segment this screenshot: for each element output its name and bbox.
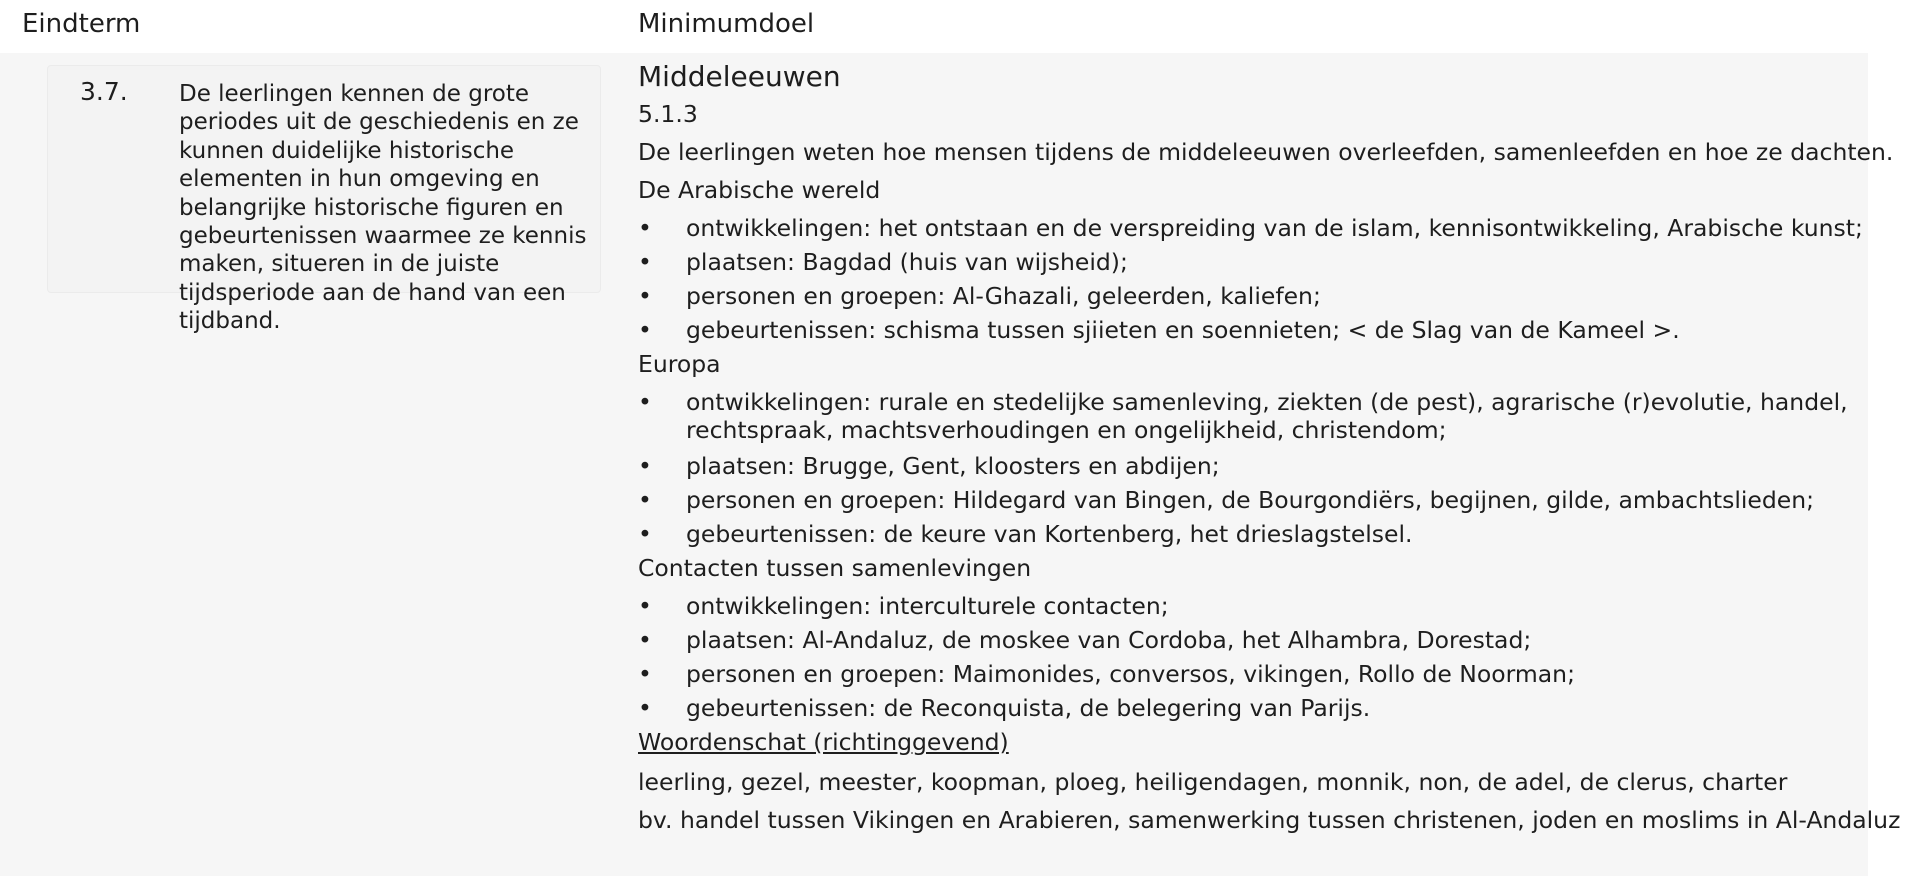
eindterm-number: 3.7. [80,77,128,106]
vocabulary-heading: Woordenschat (richtinggevend) [638,728,1009,756]
list-item-text: ontwikkelingen: rurale en stedelijke samenleving, ziekten (de pest), agrarische (r)evolutie, handel, rechtspraak, machtsverhoudingen en ongelijkheid, christendom; [686,388,1848,444]
minimumdoel-content [638,60,1901,838]
section-heading-arabische-wereld: De Arabische wereld [638,176,881,204]
list-item [638,248,1878,276]
vocabulary-list: leerling, gezel, meester, koopman, ploeg, heiligendagen, monnik, non, de adel, de clerus, charter [638,768,1788,796]
section-heading-contacten: Contacten tussen samenlevingen [638,554,1032,582]
example-text: bv. handel tussen Vikingen en Arabieren, samenwerking tussen christenen, joden en moslims in Al-Andaluz [638,806,1901,834]
bullet-glyph: • [638,660,652,688]
bullet-glyph: • [638,520,652,548]
bullet-glyph: • [638,592,652,620]
goal-code: 5.1.3 [638,100,698,128]
bullet-glyph: • [638,452,652,480]
list-contacten [638,592,1878,722]
bullet-glyph: • [638,486,652,514]
header-minimumdoel: Minimumdoel [638,9,815,39]
goal-intro: De leerlingen weten hoe mensen tijdens de middeleeuwen overleefden, samenleefden en hoe ze dachten. [638,138,1894,166]
list-item-text: ontwikkelingen: interculturele contacten; [686,592,1169,620]
list-item-text: ontwikkelingen: het ontstaan en de verspreiding van de islam, kennisontwikkeling, Arabische kunst; [686,214,1863,242]
list-item [638,388,1878,444]
list-arabische-wereld [638,214,1878,344]
bullet-glyph: • [638,316,652,344]
list-item-text: gebeurtenissen: de keure van Kortenberg, het drieslagstelsel. [686,520,1413,548]
section-heading-europa: Europa [638,350,721,378]
list-item [638,694,1878,722]
bullet-glyph: • [638,694,652,722]
bullet-glyph: • [638,388,652,416]
list-item-text: personen en groepen: Hildegard van Bingen, de Bourgondiërs, begijnen, gilde, ambachtslieden; [686,486,1815,514]
list-item [638,626,1878,654]
list-item [638,452,1878,480]
list-item [638,660,1878,688]
header-eindterm: Eindterm [22,9,141,39]
list-europa [638,388,1878,548]
list-item-text: gebeurtenissen: schisma tussen sjiieten en soennieten; < de Slag van de Kameel >. [686,316,1680,344]
bullet-glyph: • [638,214,652,242]
list-item [638,592,1878,620]
list-item-text: gebeurtenissen: de Reconquista, de belegering van Parijs. [686,694,1371,722]
list-item-text: plaatsen: Al-Andaluz, de moskee van Cordoba, het Alhambra, Dorestad; [686,626,1532,654]
list-item-text: plaatsen: Brugge, Gent, kloosters en abdijen; [686,452,1220,480]
bullet-glyph: • [638,248,652,276]
eindterm-text: De leerlingen kennen de grote periodes uit de geschiedenis en ze kunnen duidelijke historische elementen in hun omgeving en belangrijke historische figuren en gebeurtenissen waarmee ze kennis maken, situeren in de juiste tijdsperiode aan de hand van een tijdband. [179,81,587,335]
list-item [638,486,1878,514]
list-item-text: personen en groepen: Maimonides, conversos, vikingen, Rollo de Noorman; [686,660,1575,688]
list-item-text: plaatsen: Bagdad (huis van wijsheid); [686,248,1128,276]
list-item [638,520,1878,548]
bullet-glyph: • [638,626,652,654]
list-item [638,282,1878,310]
list-item [638,316,1878,344]
list-item [638,214,1878,242]
bullet-glyph: • [638,282,652,310]
table-header-row [0,0,1868,53]
list-item-text: personen en groepen: Al-Ghazali, geleerden, kaliefen; [686,282,1321,310]
period-title: Middeleeuwen [638,60,841,93]
